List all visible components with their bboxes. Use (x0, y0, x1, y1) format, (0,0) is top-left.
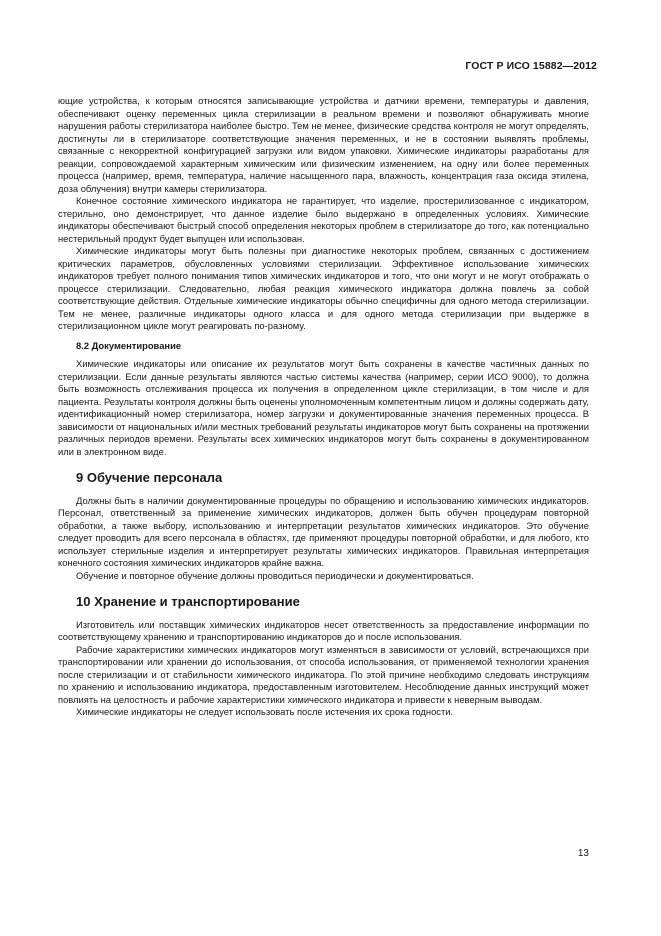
section-8-2-title: 8.2 Документирование (76, 339, 182, 351)
section-10-paragraph-2: Рабочие характеристики химических индикаторов могут изменяться в зависимости от условий, встречающихся при транспортировании или хранении до использования, от способа использования, от применяемой технологии хранения после стерилизации и от стабильности химического индикатора. По этой причине необходимо следовать инструкциям по хранению и использованию индикатора, предоставленным изготовителем. Несоблюдение данных инструкций может повлиять на целостность и рабочие характеристики химического индикатора и привести к неверным выводам. (58, 643, 589, 705)
page-body (58, 95, 589, 719)
paragraph-end-state: Конечное состояние химического индикатора не гарантирует, что изделие, простерилизованное с индикатором, стерильно, оно демонстрирует, что данное изделие было выдержано в определенных условиях. Химические индикаторы обеспечивают быстрый способ определения некоторых проблем в стерилизаторе до того, как потенциально нестерильный продукт будет выпущен или использован. (58, 195, 589, 244)
paragraph-diagnostics: Химические индикаторы могут быть полезны при диагностике некоторых проблем, связанных с достижением критических параметров, обусловленных условиями стерилизации. Эффективное использование химических индикаторов требует полного понимания типов химических индикаторов и того, что они могут и не могут отображать о процессе стерилизации. Следовательно, любая реакция химического индикатора должна повлечь за собой соответствующие действия. Отдельные химические индикаторы обычно специфичны для одного метода стерилизации. Тем не менее, различные индикаторы одного класса и для одного метода стерилизации при выдержке в стерилизационном цикле могут реагировать по-разному. (58, 245, 589, 331)
section-9-paragraph-1: Должны быть в наличии документированные процедуры по обращению и использованию химических индикаторов. Персонал, ответственный за применение химических индикаторов, должен быть обучен процедурам повторной обработки, а также выбору, использованию и интерпретации результатов химических индикаторов. Это обучение следует проводить для всего персонала в областях, где применяют процедуры повторной обработки, и для любого, кто использует стерильные изделия и интерпретирует результаты химических индикаторов. Правильная интерпретация конечного состояния химических индикаторов крайне важна. (58, 494, 589, 568)
section-10-paragraph-1: Изготовитель или поставщик химических индикаторов несет ответственность за предоставление информации по соответствующему хранению и транспортированию индикаторов до и после использования. (58, 618, 589, 642)
section-10-paragraph-3: Химические индикаторы не следует использовать после истечения их срока годности. (76, 706, 454, 717)
section-9-title: 9 Обучение персонала (76, 470, 223, 485)
section-9-paragraph-2: Обучение и повторное обучение должны проводиться периодически и документироваться. (76, 569, 474, 581)
section-8-2-paragraph: Химические индикаторы или описание их результатов могут быть сохранены в качестве частичных данных по стерилизации. Если данные результаты являются частью системы качества (например, серии ИСО 9000), то должна быть возможность отслеживания процесса их получения в определенном цикле стерилизации, в том числе и для пациента. Результаты контроля должны быть оценены уполномоченным компетентным лицом и должны содержать дату, идентификационный номер стерилизатора, номер загрузки и документированные значения переменных процесса. В зависимости от национальных и/или местных требований результаты индикаторов могут быть сохранены на протяжении различных периодов времени. Результаты всех химических индикаторов могут быть сохранены в документированном или в электронном виде. (58, 358, 589, 457)
paragraph-continued: ющие устройства, к которым относятся записывающие устройства и датчики времени, температуры и давления, обеспечивают оценку переменных цикла стерилизации в реальном времени и позволяют обнаруживать многие нарушения работы стерилизатора наиболее быстро. Тем не менее, физические средства контроля не могут определять, достигнуты ли в стерилизаторе соответствующие значения переменных, и не в состоянии выявлять проблемы, связанные с некорректной конфигурацией загрузки или видом упаковки. Химические индикаторы разработаны для реакции, сопровождаемой характерным химическим или физическим изменением, на одну или более переменных процесса (например, время, температура, наличие насыщенного пара, влажность, концентрация газа оксида этилена, доза облучения) внутри камеры стерилизатора. (58, 95, 589, 194)
section-10-title: 10 Хранение и транспортирование (76, 594, 300, 609)
page-number: 13 (577, 848, 589, 859)
document-id-header: ГОСТ Р ИСО 15882—2012 (465, 60, 597, 72)
